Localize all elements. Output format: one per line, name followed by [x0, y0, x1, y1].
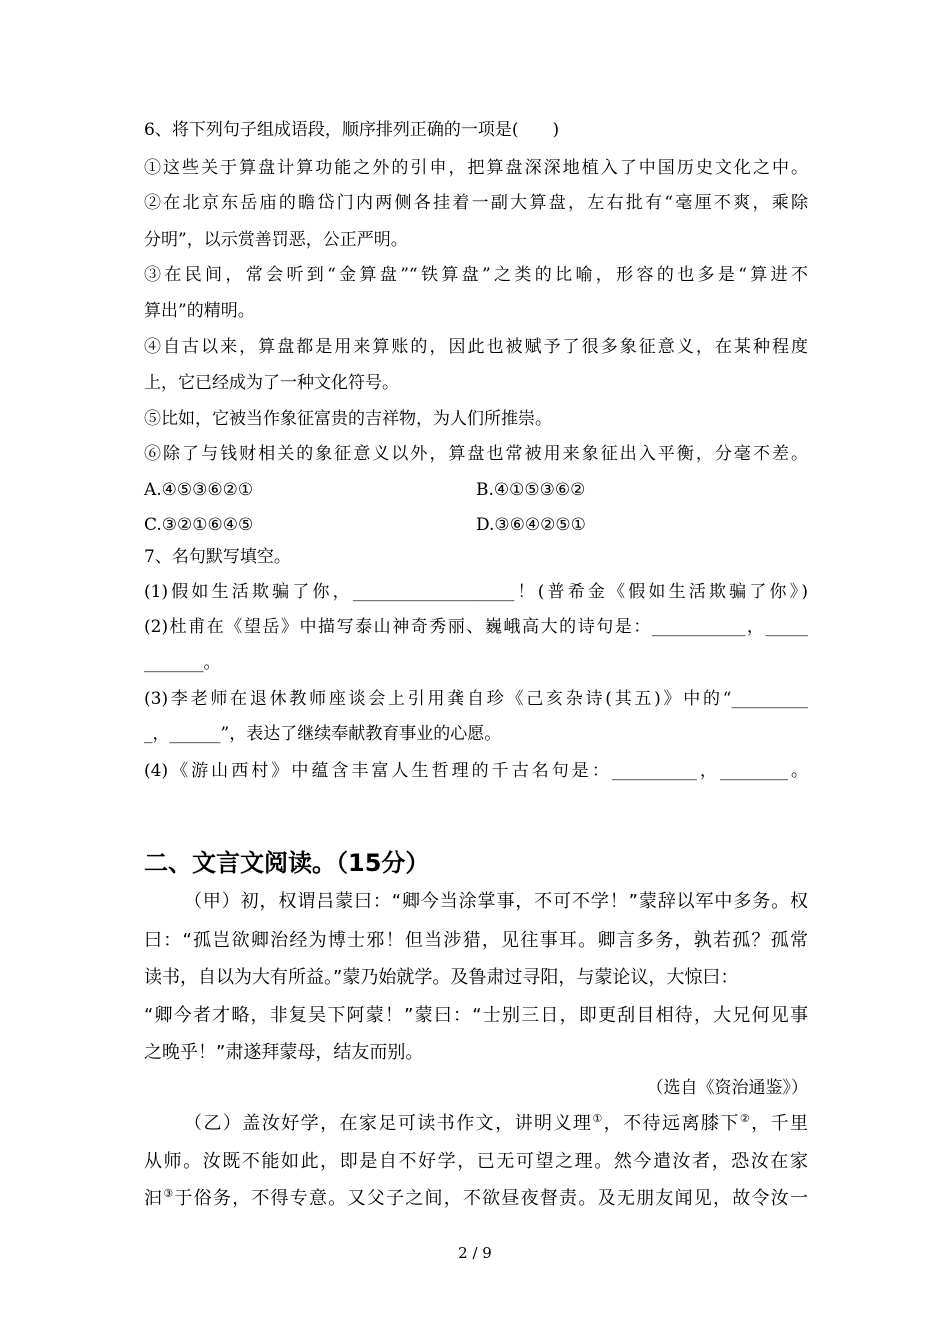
passage-yi-line-3 — [144, 1186, 808, 1212]
passage-jia-line-3: 读书，自以为大有所益。”蒙乃始就学。及鲁肃过寻阳，与蒙论议，大惊曰： — [144, 967, 739, 988]
passage-yi-line-1-text-a: （乙）盖汝好学，在家足可读书作文，讲明义理 — [184, 1113, 593, 1134]
passage-yi-line-1 — [184, 1111, 808, 1137]
q6-option-b: B.④①⑤③⑥② — [476, 480, 586, 500]
q6-sentence-6: ⑥除了与钱财相关的象征意义以外，算盘也常被用来象征出入平衡，分毫不差。 — [144, 444, 808, 464]
passage-jia-line-1: （甲）初，权谓吕蒙曰：“卿今当涂掌事，不可不学！”蒙辞以军中多务。权 — [184, 891, 808, 912]
q7-part-2-line-1: (2)杜甫在《望岳》中描写泰山神奇秀丽、巍峨高大的诗句是：___________，_____ — [144, 617, 808, 637]
page-number: 2 / 9 — [458, 1244, 492, 1262]
section-2-title: 二、文言文阅读。（15分） — [144, 849, 430, 877]
passage-yi-line-3-text-a: 汩 — [144, 1188, 164, 1209]
q6-stem: 6、将下列句子组成语段，顺序排列正确的一项是( ) — [144, 120, 560, 140]
passage-yi-line-1-text-b: ，不待远离膝下 — [603, 1113, 740, 1134]
passage-jia-line-4: “卿今者才略，非复吴下阿蒙！”蒙曰：“士别三日，即更刮目相待，大兄何见事 — [144, 1005, 808, 1026]
q6-sentence-3-line-1: ③在民间，常会听到“金算盘”“铁算盘”之类的比喻，形容的也多是“算进不 — [144, 265, 808, 285]
passage-yi-line-3-text-b: 于俗务，不得专意。又父子之间，不欲昼夜督责。及无朋友闻见，故令汝一 — [174, 1188, 809, 1209]
footnote-mark-3: ③ — [163, 1187, 175, 1200]
q6-option-d: D.③⑥④②⑤① — [476, 515, 586, 535]
q6-sentence-1: ①这些关于算盘计算功能之外的引申，把算盘深深地植入了中国历史文化之中。 — [144, 158, 808, 178]
passage-yi-line-1-text-c: ，千里 — [751, 1113, 808, 1134]
q7-part-4: (4)《游山西村》中蕴含丰富人生哲理的千古名句是：__________，________。 — [144, 761, 808, 781]
q6-sentence-3-line-2: 算出”的精明。 — [144, 301, 255, 321]
q7-part-1: (1)假如生活欺骗了你，___________________！(普希金《假如生活欺骗了你》) — [144, 582, 808, 602]
footnote-mark-1: ① — [592, 1112, 604, 1125]
passage-jia-source: （选自《资治通鉴》） — [646, 1078, 808, 1098]
q6-sentence-4-line-2: 上，它已经成为了一种文化符号。 — [144, 373, 399, 393]
q6-sentence-4-line-1: ④自古以来，算盘都是用来算账的，因此也被赋予了很多象征意义，在某种程度 — [144, 337, 808, 357]
q6-sentence-5: ⑤比如，它被当作象征富贵的吉祥物，为人们所推崇。 — [144, 409, 552, 429]
q7-part-3-line-2: _，______”，表达了继续奉献教育事业的心愿。 — [144, 724, 502, 744]
q6-sentence-2-line-2: 分明”，以示赏善罚恶，公正严明。 — [144, 230, 408, 250]
passage-yi-line-2: 从师。汝既不能如此，即是自不好学，已无可望之理。然今遣汝者，恐汝在家 — [144, 1151, 808, 1172]
q7-part-2-line-2: _______。 — [144, 653, 221, 673]
q7-part-3-line-1: (3)李老师在退休教师座谈会上引用龚自珍《己亥杂诗(其五)》中的“_________ — [144, 689, 808, 709]
passage-jia-line-2: 曰：“孤岂欲卿治经为博士邪！但当涉猎，见往事耳。卿言多务，孰若孤？孤常 — [144, 930, 808, 951]
q6-sentence-2-line-1: ②在北京东岳庙的瞻岱门内两侧各挂着一副大算盘，左右批有“毫厘不爽，乘除 — [144, 193, 808, 213]
footnote-mark-2: ② — [739, 1112, 752, 1125]
passage-jia-line-5: 之晚乎！”肃遂拜蒙母，结友而别。 — [144, 1042, 424, 1063]
q6-option-c: C.③②①⑥④⑤ — [144, 515, 254, 535]
q6-option-a: A.④⑤③⑥②① — [144, 480, 254, 500]
q7-stem: 7、名句默写填空。 — [144, 547, 291, 567]
